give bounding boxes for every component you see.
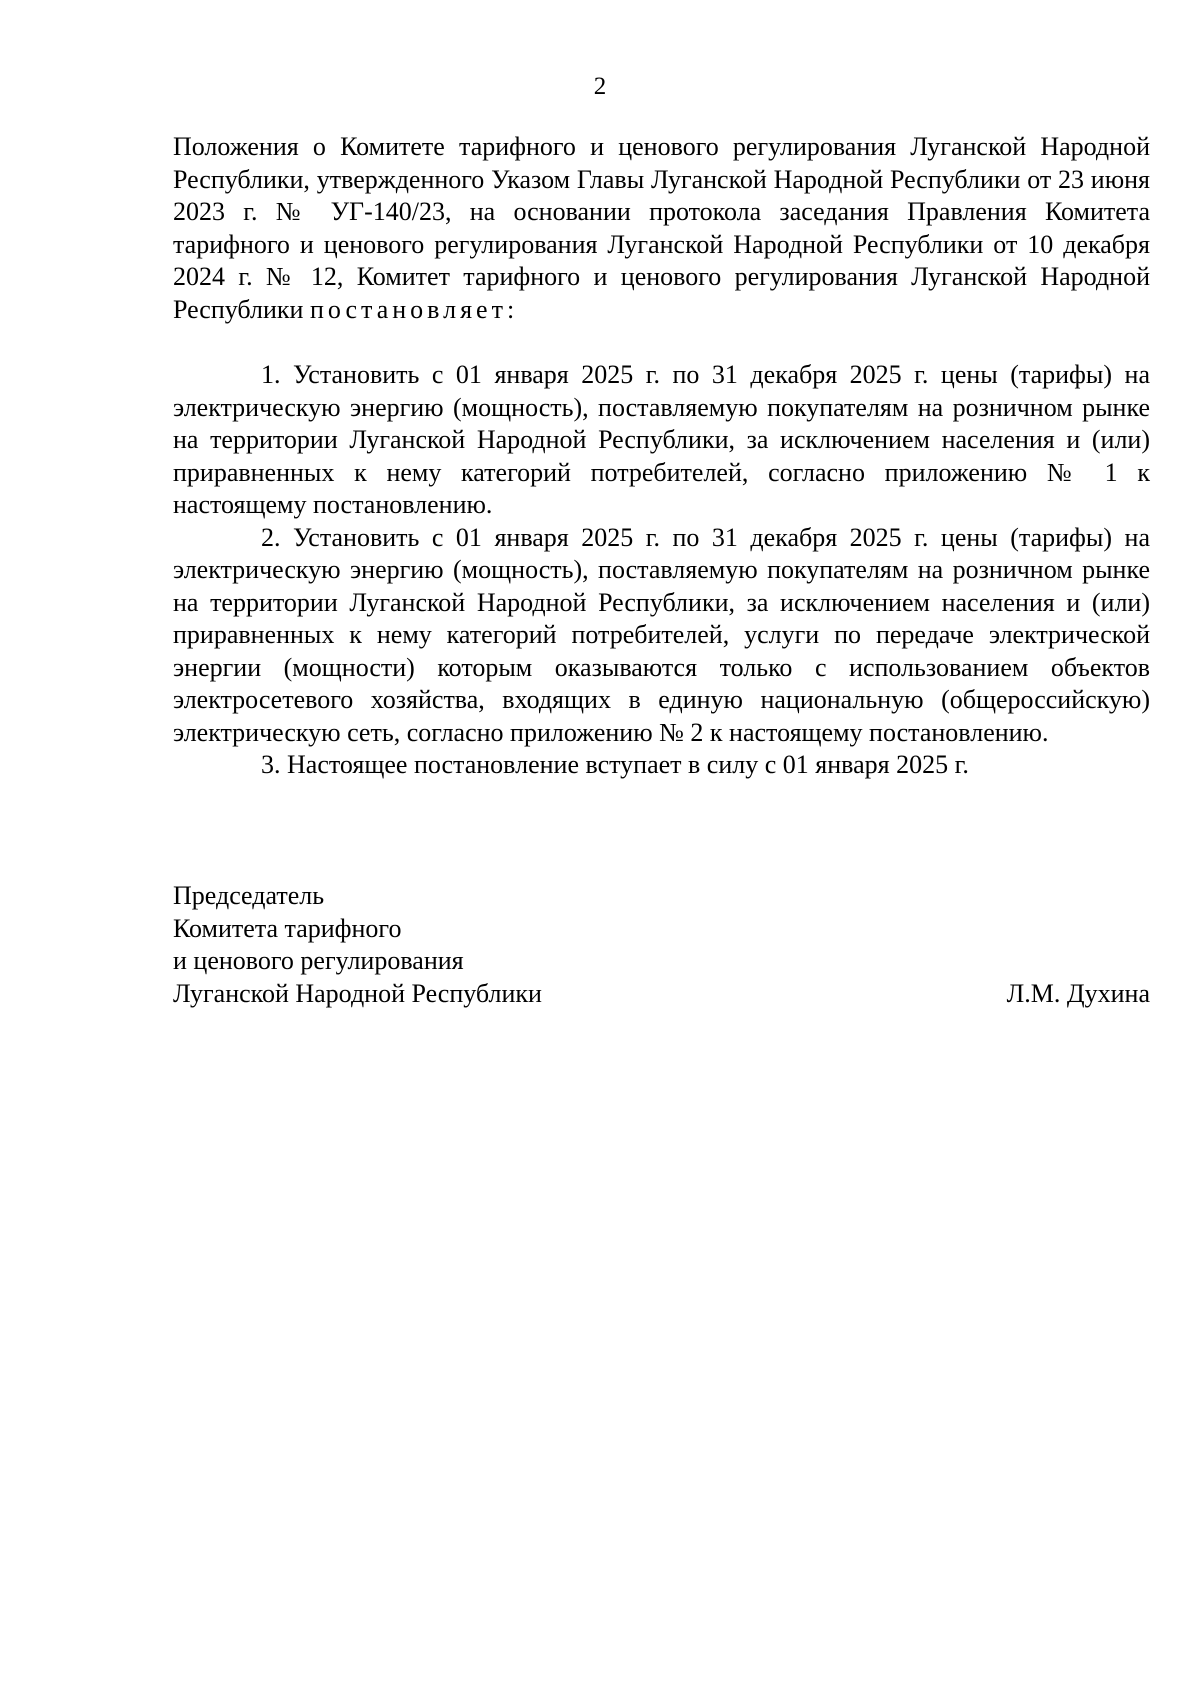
signatory-title-line: Луганской Народной Республики xyxy=(173,978,542,1008)
page-number: 2 xyxy=(593,73,607,100)
resolves-word: постановляет: xyxy=(309,294,519,324)
preamble-text: Положения о Комитете тарифного и ценового регулирования Луганской Народной Республики, утвержденного Указом Главы Луганской Народной Республики от 23 июня 2023 г. № УГ-140/23, на основании протокола заседания Правления Комитета тарифного и ценового регулирования Луганской Народной Республики от 10 декабря 2024 г. № 12, Комитет тарифного и ценового регулирования Луганской Народной Республики xyxy=(173,132,1150,324)
document-body xyxy=(173,131,1150,782)
item-3-paragraph: 3. Настоящее постановление вступает в силу с 01 января 2025 г. xyxy=(261,750,969,779)
signatory-title-line: и ценового регулирования xyxy=(173,946,464,975)
item-1-paragraph: 1. Установить с 01 января 2025 г. по 31 декабря 2025 г. цены (тарифы) на электрическую энергию (мощность), поставляемую покупателям на розничном рынке на территории Луганской Народной Республики, за исключением населения и (или) приравненных к нему категорий потребителей, согласно приложению № 1 к настоящему постановлению. xyxy=(173,360,1150,519)
signatory-title-line: Председатель xyxy=(173,881,325,910)
preamble-paragraph xyxy=(173,131,1150,326)
signature-block xyxy=(173,880,1150,1010)
item-2-paragraph: 2. Установить с 01 января 2025 г. по 31 декабря 2025 г. цены (тарифы) на электрическую энергию (мощность), поставляемую покупателям на розничном рынке на территории Луганской Народной Республики, за исключением населения и (или) приравненных к нему категорий потребителей, услуги по передаче электрической энергии (мощности) которым оказываются только с использованием объектов электросетевого хозяйства, входящих в единую национальную (общероссийскую) электрическую сеть, согласно приложению № 2 к настоящему постановлению. xyxy=(173,522,1150,747)
signatory-title xyxy=(173,880,542,1010)
signatory-name: Л.М. Духина xyxy=(1006,978,1150,1008)
signatory-title-line: Комитета тарифного xyxy=(173,913,402,943)
